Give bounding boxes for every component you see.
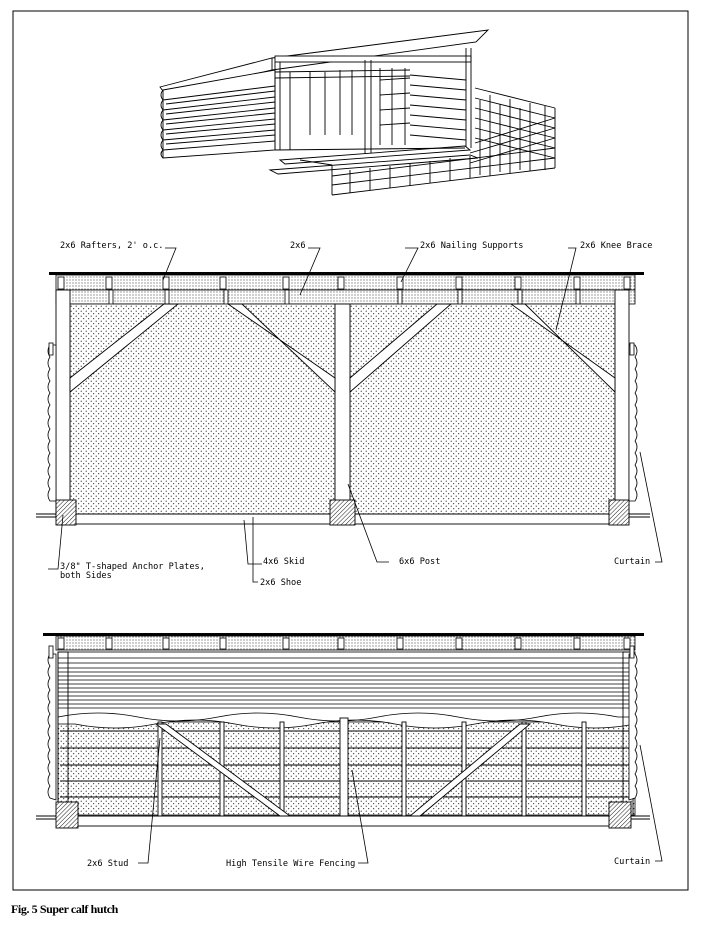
back-rafter-band — [56, 636, 635, 650]
center-anchor-plate — [330, 500, 355, 525]
knee-brace-label: 2x6 Knee Brace — [580, 241, 653, 251]
left-anchor-plate — [56, 500, 76, 525]
right-panel — [350, 304, 615, 514]
back-curtain-label: Curtain — [614, 857, 651, 867]
nailing-supports-label: 2x6 Nailing Supports — [420, 241, 524, 251]
back-center-post — [340, 718, 348, 816]
back-right-anchor — [609, 802, 631, 828]
roof-line — [49, 272, 644, 275]
front-curtain-label: Curtain — [614, 557, 651, 567]
left-curtain — [48, 345, 56, 501]
rafters-label: 2x6 Rafters, 2' o.c. — [60, 241, 164, 251]
stud-label: 2x6 Stud — [87, 859, 129, 869]
right-anchor-plate — [609, 500, 629, 525]
fence-pen — [300, 88, 555, 195]
top-2x6-label: 2x6 — [290, 241, 306, 251]
perspective-view — [160, 30, 555, 195]
back-roof-line — [43, 633, 644, 636]
post-label: 6x6 Post — [399, 557, 441, 567]
back-left-curtain — [48, 654, 56, 800]
fencing-label: High Tensile Wire Fencing — [226, 859, 356, 869]
right-corner-post — [615, 290, 629, 516]
back-left-anchor — [56, 802, 78, 828]
shoe-label: 2x6 Shoe — [260, 578, 302, 588]
rolled-curtain — [58, 652, 635, 722]
back-right-curtain — [629, 654, 637, 800]
left-panel — [70, 304, 335, 514]
skid-label: 4x6 Skid — [263, 557, 305, 567]
anchor-plates-label-line2: both Sides — [60, 571, 112, 581]
anchor-plates-label: 3/8" T-shaped Anchor Plates, — [60, 562, 205, 572]
center-post — [335, 304, 350, 514]
back-skid — [68, 816, 623, 826]
left-corner-post — [56, 290, 70, 516]
rafter-band — [56, 275, 635, 290]
front-elevation — [36, 241, 662, 588]
figure-caption: Fig. 5 Super calf hutch — [11, 902, 118, 916]
top-beam — [56, 290, 635, 304]
back-elevation — [36, 633, 662, 869]
right-curtain — [629, 345, 637, 501]
